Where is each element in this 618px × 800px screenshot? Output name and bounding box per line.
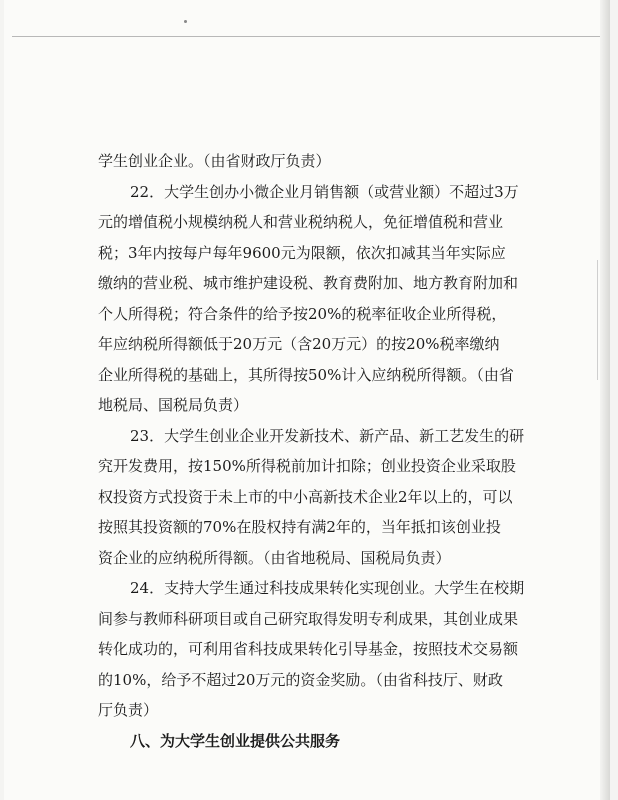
scan-dot [184, 20, 187, 23]
text-line: 年应纳税所得额低于20万元（含20万元）的按20%税率缴纳 [98, 335, 500, 353]
text-line: 究开发费用，按150%所得税前加计扣除；创业投资企业采取股 [98, 457, 516, 475]
text-line: 学生创业企业。（由省财政厅负责） [98, 152, 331, 170]
text-line: 地税局、国税局负责） [98, 396, 249, 414]
text-line: 企业所得税的基础上，其所得按50%计入应纳税所得额。（由省 [98, 365, 514, 384]
paragraph-22-start: 22．大学生创办小微企业月销售额（或营业额）不超过3万 [130, 182, 519, 201]
top-border-line [12, 36, 602, 37]
text-line: 缴纳的营业税、城市维护建设税、教育费附加、地方教育附加和 [98, 274, 519, 292]
text-line: 元的增值税小规模纳税人和营业税纳税人，免征增值税和营业 [98, 213, 504, 231]
text-line: 税；3年内按每户每年9600元为限额，依次扣减其当年实际应 [98, 243, 506, 262]
text-line: 的10%，给予不超过20万元的资金奖励。（由省科技厅、财政 [98, 670, 503, 689]
scan-edge-mark [597, 260, 598, 380]
text-line: 权投资方式投资于未上市的中小高新技术企业2年以上的，可以 [98, 487, 513, 506]
text-line: 间参与教师科研项目或自己研究取得发明专利成果，其创业成果 [98, 609, 519, 628]
text-line: 按照其投资额的70%在股权持有满2年的，当年抵扣该创业投 [98, 518, 501, 536]
page-edge-shadow [600, 0, 610, 800]
text-line: 转化成功的，可利用省科技成果转化引导基金，按照技术交易额 [98, 640, 519, 658]
paragraph-23-start: 23．大学生创业企业开发新技术、新产品、新工艺发生的研 [130, 426, 525, 445]
document-page [4, 0, 610, 800]
text-line: 资企业的应纳税所得额。（由省地税局、国税局负责） [98, 548, 451, 567]
paragraph-24-start: 24．支持大学生通过科技成果转化实现创业。大学生在校期 [130, 579, 525, 597]
text-line: 个人所得税；符合条件的给予按20%的税率征收企业所得税， [98, 304, 507, 323]
section-heading: 八、为大学生创业提供公共服务 [130, 731, 341, 750]
document-body [98, 146, 564, 756]
text-line: 厅负责） [98, 701, 159, 719]
